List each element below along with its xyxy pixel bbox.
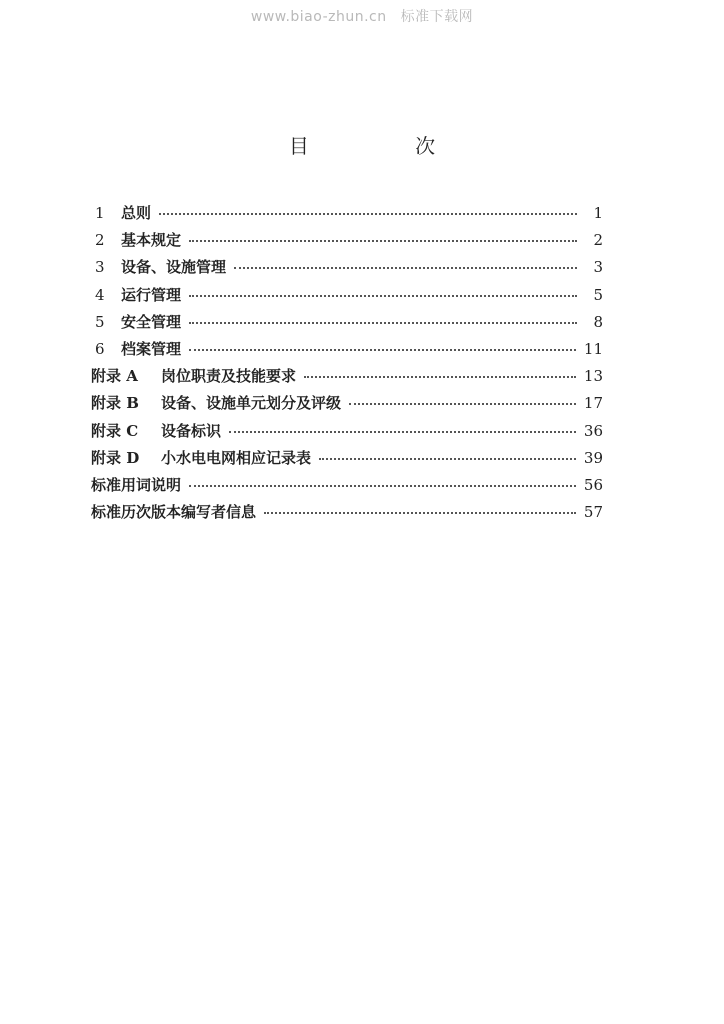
toc-entry-version-authors[interactable] bbox=[91, 499, 603, 526]
toc-entry-page: 39 bbox=[583, 448, 603, 467]
toc-entry-label: 总则 bbox=[121, 204, 152, 222]
toc-entry-number: 2 bbox=[95, 231, 105, 250]
toc-entry-page: 56 bbox=[583, 475, 603, 494]
toc-entry-appendix-a[interactable] bbox=[91, 363, 603, 390]
toc-entry-label: 岗位职责及技能要求 bbox=[161, 367, 297, 386]
toc-entry-prefix: 附录 C bbox=[91, 421, 139, 440]
toc-dot-leader bbox=[189, 322, 577, 324]
watermark bbox=[0, 6, 724, 26]
toc-entry-6[interactable] bbox=[91, 336, 603, 363]
toc-entry-page: 1 bbox=[593, 204, 603, 222]
toc-entry-5[interactable] bbox=[91, 309, 603, 336]
toc-entry-prefix: 附录 D bbox=[91, 448, 140, 467]
toc-entry-label: 档案管理 bbox=[121, 339, 182, 358]
toc-dot-leader bbox=[234, 267, 577, 269]
toc-entry-page: 17 bbox=[583, 394, 603, 413]
toc-entry-page: 3 bbox=[593, 258, 603, 277]
toc-entry-number: 5 bbox=[95, 312, 105, 331]
toc-entry-number: 1 bbox=[95, 204, 105, 222]
toc-dot-leader bbox=[229, 431, 576, 433]
toc-entry-page: 57 bbox=[583, 503, 603, 522]
toc-entry-page: 13 bbox=[583, 367, 603, 386]
toc-entry-2[interactable] bbox=[91, 227, 603, 254]
toc-entry-prefix: 附录 B bbox=[91, 394, 139, 413]
toc-dot-leader bbox=[159, 213, 577, 215]
toc-entry-1[interactable] bbox=[91, 200, 603, 227]
toc-dot-leader bbox=[189, 240, 577, 242]
toc-entry-label: 运行管理 bbox=[121, 285, 182, 304]
toc-dot-leader bbox=[319, 458, 576, 460]
toc-entry-4[interactable] bbox=[91, 282, 603, 309]
toc-dot-leader bbox=[349, 403, 576, 405]
toc-entry-3[interactable] bbox=[91, 254, 603, 281]
toc-entry-prefix: 附录 A bbox=[91, 367, 138, 386]
toc-entry-label: 设备、设施管理 bbox=[121, 258, 227, 277]
toc-dot-leader bbox=[189, 349, 576, 351]
toc-entry-appendix-b[interactable] bbox=[91, 390, 603, 417]
toc-entry-appendix-d[interactable] bbox=[91, 445, 603, 472]
toc-entry-label: 安全管理 bbox=[121, 312, 182, 331]
toc-entry-page: 5 bbox=[593, 285, 603, 304]
toc-entry-number: 4 bbox=[95, 285, 105, 304]
toc-entry-page: 8 bbox=[593, 312, 603, 331]
table-of-contents bbox=[91, 200, 603, 526]
toc-dot-leader bbox=[264, 512, 576, 514]
toc-entry-terms-explanation[interactable] bbox=[91, 472, 603, 499]
toc-entry-label: 标准用词说明 bbox=[91, 475, 182, 494]
toc-entry-number: 3 bbox=[95, 258, 105, 277]
toc-dot-leader bbox=[304, 376, 576, 378]
toc-dot-leader bbox=[189, 485, 576, 487]
toc-entry-label: 标准历次版本编写者信息 bbox=[91, 503, 257, 522]
toc-entry-number: 6 bbox=[95, 339, 105, 358]
page-title: 目 次 bbox=[288, 134, 486, 158]
toc-entry-appendix-c[interactable] bbox=[91, 418, 603, 445]
watermark-url: www.biao-zhun.cn bbox=[250, 9, 387, 25]
toc-entry-label: 小水电电网相应记录表 bbox=[161, 448, 312, 467]
toc-entry-page: 36 bbox=[583, 421, 603, 440]
toc-dot-leader bbox=[189, 295, 577, 297]
toc-entry-page: 2 bbox=[593, 231, 603, 250]
toc-entry-page: 11 bbox=[583, 339, 603, 358]
toc-entry-label: 设备、设施单元划分及评级 bbox=[161, 394, 342, 413]
toc-entry-label: 基本规定 bbox=[121, 231, 182, 250]
toc-entry-label: 设备标识 bbox=[161, 421, 222, 440]
watermark-site: 标准下载网 bbox=[400, 9, 474, 25]
